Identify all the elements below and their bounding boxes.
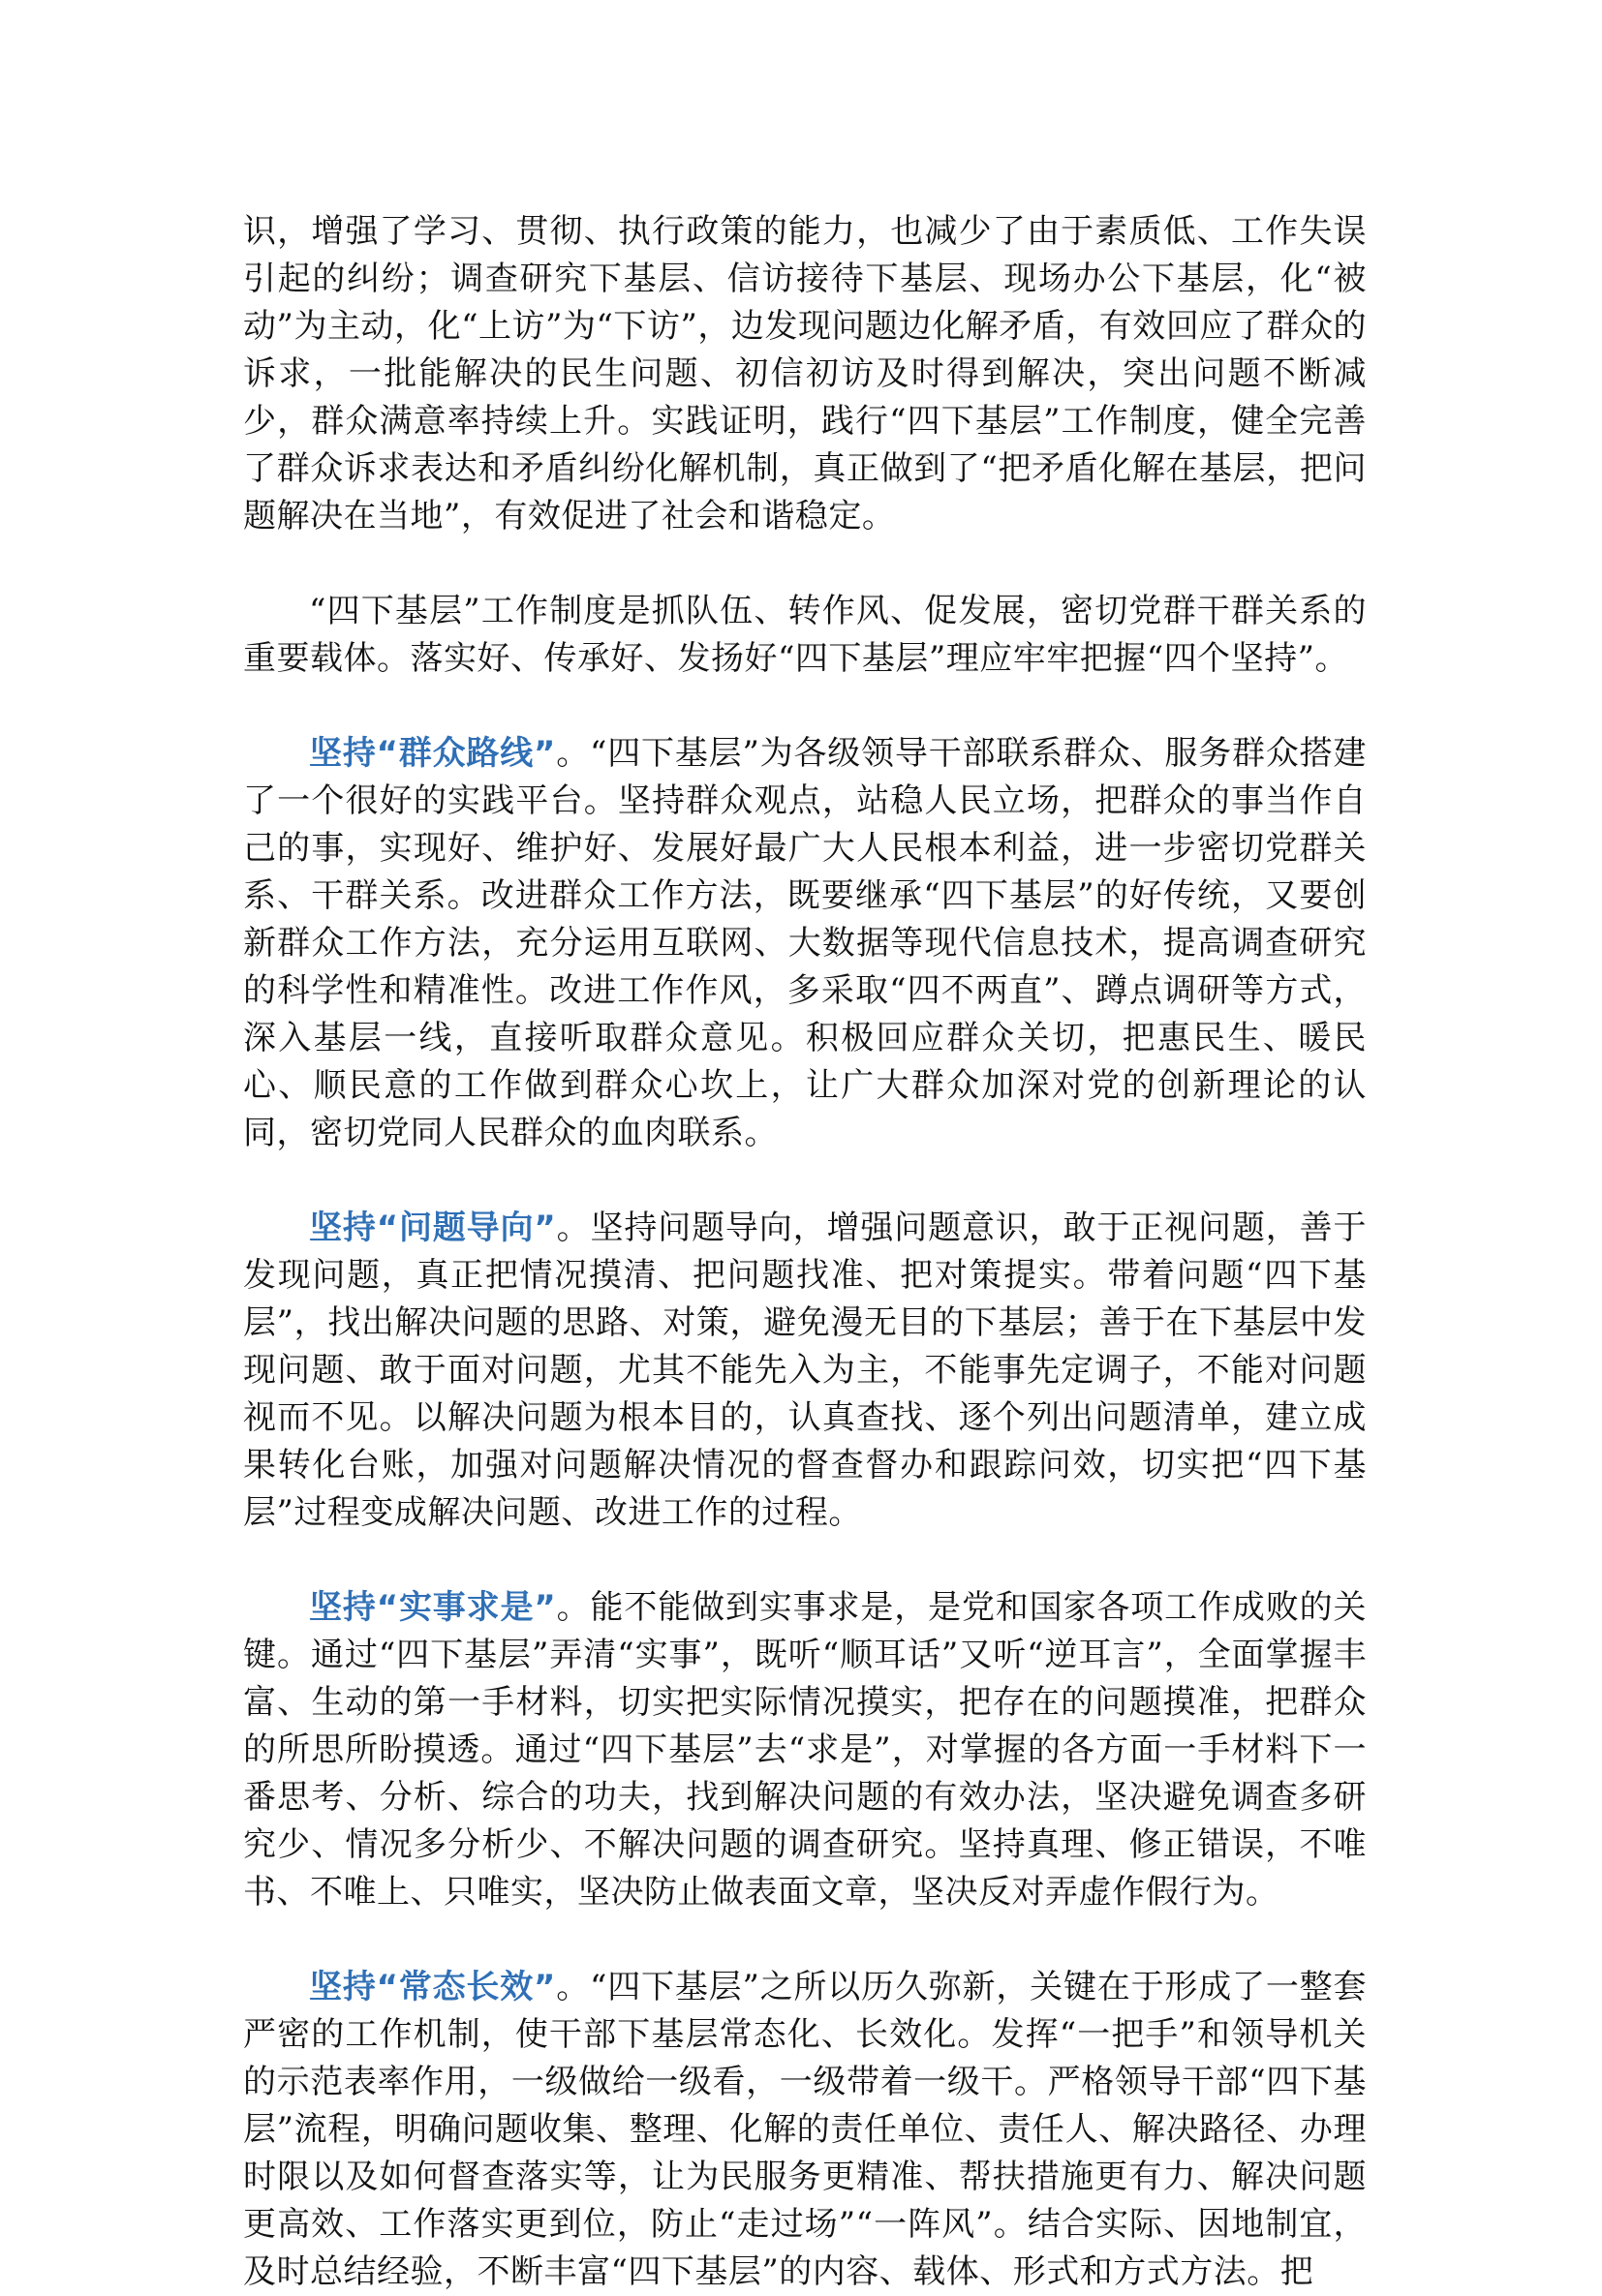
paragraph-3-text: 。“四下基层”为各级领导干部联系群众、服务群众搭建了一个很好的实践平台。坚持群众观点，站稳人民立场，把群众的事当作自己的事，实现好、维护好、发展好最广大人民根本利益，进一步密切党群关系、干群关系。改进群众工作方法，既要继承“四下基层”的好传统，又要创新群众工作方法，充分运用互联网、大数据等现代信息技术，提高调查研究的科学性和精准性。改进工作作风，多采取“四不两直”、蹲点调研等方式，深入基层一线，直接听取群众意见。积极回应群众关切，把惠民生、暖民心、顺民意的工作做到群众心坎上，让广大群众加深对党的创新理论的认同，密切党同人民群众的血肉联系。 xyxy=(243,734,1367,1152)
paragraph-2 xyxy=(243,588,1367,683)
section-heading-normalized-long-term: 坚持“常态长效” xyxy=(309,1968,556,2006)
paragraph-3 xyxy=(243,730,1367,1157)
section-heading-problem-oriented: 坚持“问题导向” xyxy=(309,1209,557,1247)
paragraph-6-text: 。“四下基层”之所以历久弥新，关键在于形成了一整套严密的工作机制，使干部下基层常态化、长效化。发挥“一把手”和领导机关的示范表率作用，一级做给一级看，一级带着一级干。严格领导干部“四下基层”流程，明确问题收集、整理、化解的责任单位、责任人、解决路径、办理时限以及如何督查落实等，让为民服务更精准、帮扶措施更有力、解决问题更高效、工作落实更到位，防止“走过场”“一阵风”。结合实际、因地制宜，及时总结经验，不断丰富“四下基层”的内容、载体、形式和方式方法。把 xyxy=(243,1968,1367,2291)
paragraph-4-text: 。坚持问题导向，增强问题意识，敢于正视问题，善于发现问题，真正把情况摸清、把问题找准、把对策提实。带着问题“四下基层”，找出解决问题的思路、对策，避免漫无目的下基层；善于在下基层中发现问题、敢于面对问题，尤其不能先入为主，不能事先定调子，不能对问题视而不见。以解决问题为根本目的，认真查找、逐个列出问题清单，建立成果转化台账，加强对问题解决情况的督查督办和跟踪问效，切实把“四下基层”过程变成解决问题、改进工作的过程。 xyxy=(243,1209,1367,1532)
section-heading-seek-truth: 坚持“实事求是” xyxy=(309,1588,557,1627)
paragraph-6 xyxy=(243,1964,1367,2296)
paragraph-1 xyxy=(243,208,1367,540)
section-heading-mass-line: 坚持“群众路线” xyxy=(309,734,556,773)
paragraph-4 xyxy=(243,1205,1367,1537)
paragraph-5 xyxy=(243,1584,1367,1916)
paragraph-gap xyxy=(243,683,1367,730)
document-page xyxy=(243,208,1367,2296)
paragraph-1-text: 识，增强了学习、贯彻、执行政策的能力，也减少了由于素质低、工作失误引起的纠纷；调查研究下基层、信访接待下基层、现场办公下基层，化“被动”为主动，化“上访”为“下访”，边发现问题边化解矛盾，有效回应了群众的诉求，一批能解决的民生问题、初信初访及时得到解决，突出问题不断减少，群众满意率持续上升。实践证明，践行“四下基层”工作制度，健全完善了群众诉求表达和矛盾纠纷化解机制，真正做到了“把矛盾化解在基层，把问题解决在当地”，有效促进了社会和谐稳定。 xyxy=(243,212,1367,536)
paragraph-5-text: 。能不能做到实事求是，是党和国家各项工作成败的关键。通过“四下基层”弄清“实事”，既听“顺耳话”又听“逆耳言”，全面掌握丰富、生动的第一手材料，切实把实际情况摸实，把存在的问题摸准，把群众的所思所盼摸透。通过“四下基层”去“求是”，对掌握的各方面一手材料下一番思考、分析、综合的功夫，找到解决问题的有效办法，坚决避免调查多研究少、情况多分析少、不解决问题的调查研究。坚持真理、修正错误，不唯书、不唯上、只唯实，坚决防止做表面文章，坚决反对弄虚作假行为。 xyxy=(243,1588,1367,1912)
paragraph-gap xyxy=(243,1916,1367,1964)
paragraph-2-text: “四下基层”工作制度是抓队伍、转作风、促发展，密切党群干群关系的重要载体。落实好、传承好、发扬好“四下基层”理应牢牢把握“四个坚持”。 xyxy=(243,592,1367,678)
paragraph-gap xyxy=(243,1537,1367,1584)
paragraph-gap xyxy=(243,540,1367,588)
paragraph-gap xyxy=(243,1157,1367,1205)
